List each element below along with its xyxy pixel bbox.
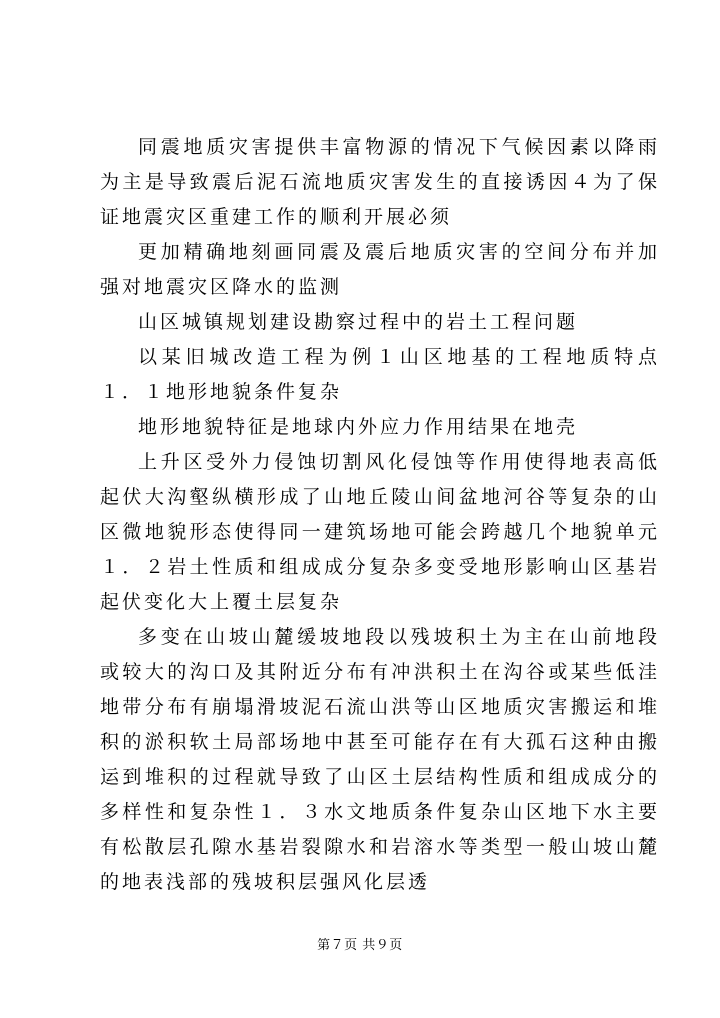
- paragraph-4: 以某旧城改造工程为例１山区地基的工程地质特点１．１地形地貌条件复杂: [100, 346, 660, 403]
- page-number-footer: 第７页 共９页: [317, 938, 403, 953]
- paragraph-1: 同震地质灾害提供丰富物源的情况下气候因素以降雨为主是导致震后泥石流地质灾害发生的直接诱因４为了保证地震灾区重建工作的顺利开展必须: [100, 136, 660, 228]
- paragraph-5: 地形地貌特征是地球内外应力作用结果在地壳: [138, 416, 579, 438]
- paragraph-2: 更加精确地刻画同震及震后地质灾害的空间分布并加强对地震灾区降水的监测: [100, 241, 660, 298]
- document-body: [100, 130, 660, 900]
- paragraph-3: 山区城镇规划建设勘察过程中的岩土工程问题: [138, 311, 579, 333]
- paragraph-6: 上升区受外力侵蚀切割风化侵蚀等作用使得地表高低起伏大沟壑纵横形成了山地丘陵山间盆地河谷等复杂的山区微地貌形态使得同一建筑场地可能会跨越几个地貌单元１．２岩土性质和组成成分复杂多变受地形影响山区基岩起伏变化大上覆土层复杂: [100, 451, 660, 613]
- paragraph-7: 多变在山坡山麓缓坡地段以残坡积土为主在山前地段或较大的沟口及其附近分布有冲洪积土在沟谷或某些低洼地带分布有崩塌滑坡泥石流山洪等山区地质灾害搬运和堆积的淤积软土局部场地中甚至可能存在有大孤石这种由搬运到堆积的过程就导致了山区土层结构性质和组成成分的多样性和复杂性１．３水文地质条件复杂山区地下水主要有松散层孔隙水基岩裂隙水和岩溶水等类型一般山坡山麓的地表浅部的残坡积层强风化层透: [100, 626, 660, 893]
